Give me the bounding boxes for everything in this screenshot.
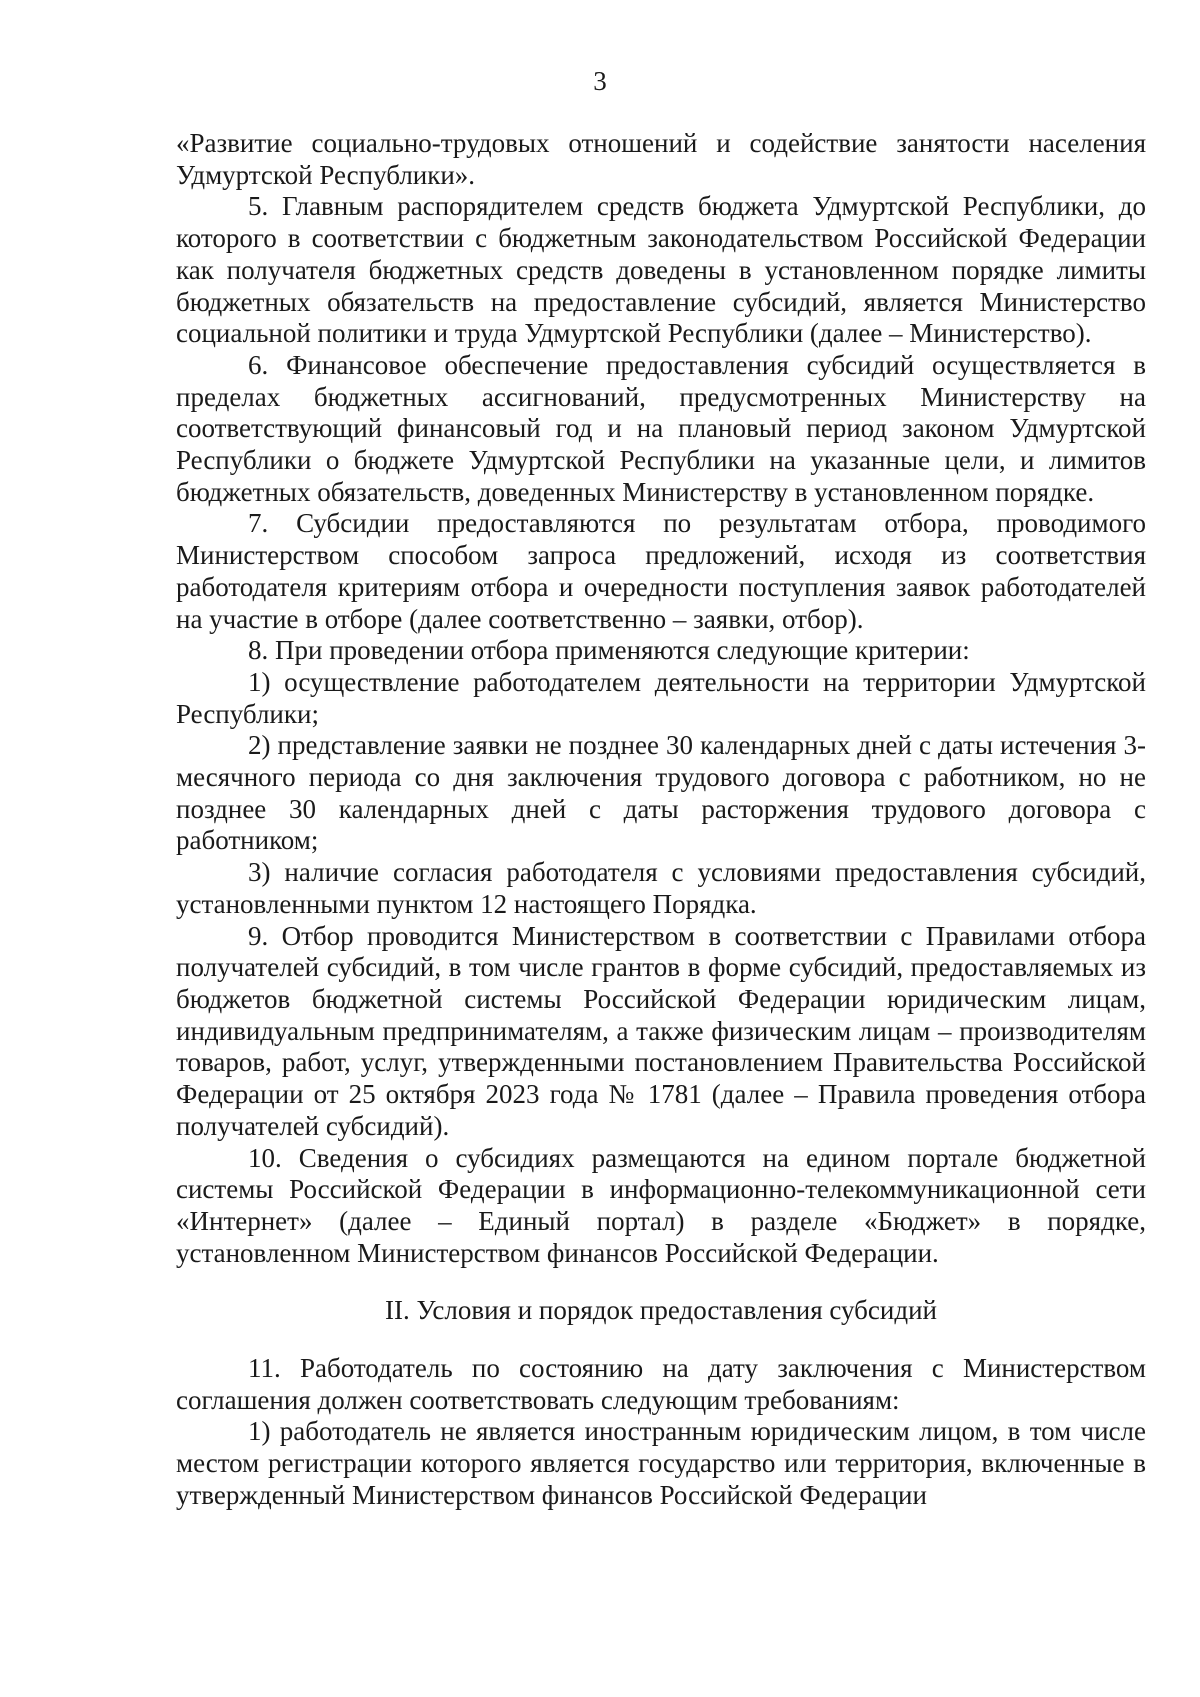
paragraph-item-8-criterion-3: 3) наличие согласия работодателя с условиями предоставления субсидий, установленными пунктом 12 настоящего Порядка. [176,857,1146,919]
paragraph-item-10: 10. Сведения о субсидиях размещаются на едином портале бюджетной системы Российской Федерации в информационно-телекоммуникационной сети «Интернет» (далее – Единый портал) в разделе «Бюджет» в порядке, установленном Министерством финансов Российской Федерации. [176,1142,1146,1268]
paragraph-item-11-requirement-1: 1) работодатель не является иностранным юридическим лицом, в том числе местом регистрации которого является государство или территория, включенные в утвержденный Министерством финансов Российской Федерации [176,1416,1146,1510]
section-heading: II. Условия и порядок предоставления субсидий [385,1295,937,1326]
document-body [176,128,1146,1512]
paragraph-item-8-criterion-2: 2) представление заявки не позднее 30 календарных дней с даты истечения 3-месячного периода со дня заключения трудового договора с работником, но не позднее 30 календарных дней с даты расторжения трудового договора с работником; [176,730,1146,856]
paragraph-item-8: 8. При проведении отбора применяются следующие критерии: [248,635,970,666]
paragraph-item-6: 6. Финансовое обеспечение предоставления субсидий осуществляется в пределах бюджетных ассигнований, предусмотренных Министерству на соответствующий финансовый год и на плановый период законом Удмуртской Республики о бюджете Удмуртской Республики на указанные цели, и лимитов бюджетных обязательств, доведенных Министерству в установленном порядке. [176,349,1146,507]
paragraph-program-title: «Развитие социально-трудовых отношений и содействие занятости населения Удмуртской Республики». [176,128,1146,190]
paragraph-item-11: 11. Работодатель по состоянию на дату заключения с Министерством соглашения должен соответствовать следующим требованиям: [176,1353,1146,1415]
page-number: 3 [593,66,607,96]
paragraph-item-8-criterion-1: 1) осуществление работодателем деятельности на территории Удмуртской Республики; [176,666,1146,729]
paragraph-item-7: 7. Субсидии предоставляются по результатам отбора, проводимого Министерством способом запроса предложений, исходя из соответствия работодателя критериям отбора и очередности поступления заявок работодателей на участие в отборе (далее соответственно – заявки, отбор). [176,508,1146,634]
paragraph-item-9: 9. Отбор проводится Министерством в соответствии с Правилами отбора получателей субсидий, в том числе грантов в форме субсидий, предоставляемых из бюджетов бюджетной системы Российской Федерации юридическим лицам, индивидуальным предпринимателям, а также физическим лицам – производителям товаров, работ, услуг, утвержденными постановлением Правительства Российской Федерации от 25 октября 2023 года № 1781 (далее – Правила проведения отбора получателей субсидий). [176,920,1146,1141]
paragraph-item-5: 5. Главным распорядителем средств бюджета Удмуртской Республики, до которого в соответствии с бюджетным законодательством Российской Федерации как получателя бюджетных средств доведены в установленном порядке лимиты бюджетных обязательств на предоставление субсидий, является Министерство социальной политики и труда Удмуртской Республики (далее – Министерство). [176,191,1146,349]
